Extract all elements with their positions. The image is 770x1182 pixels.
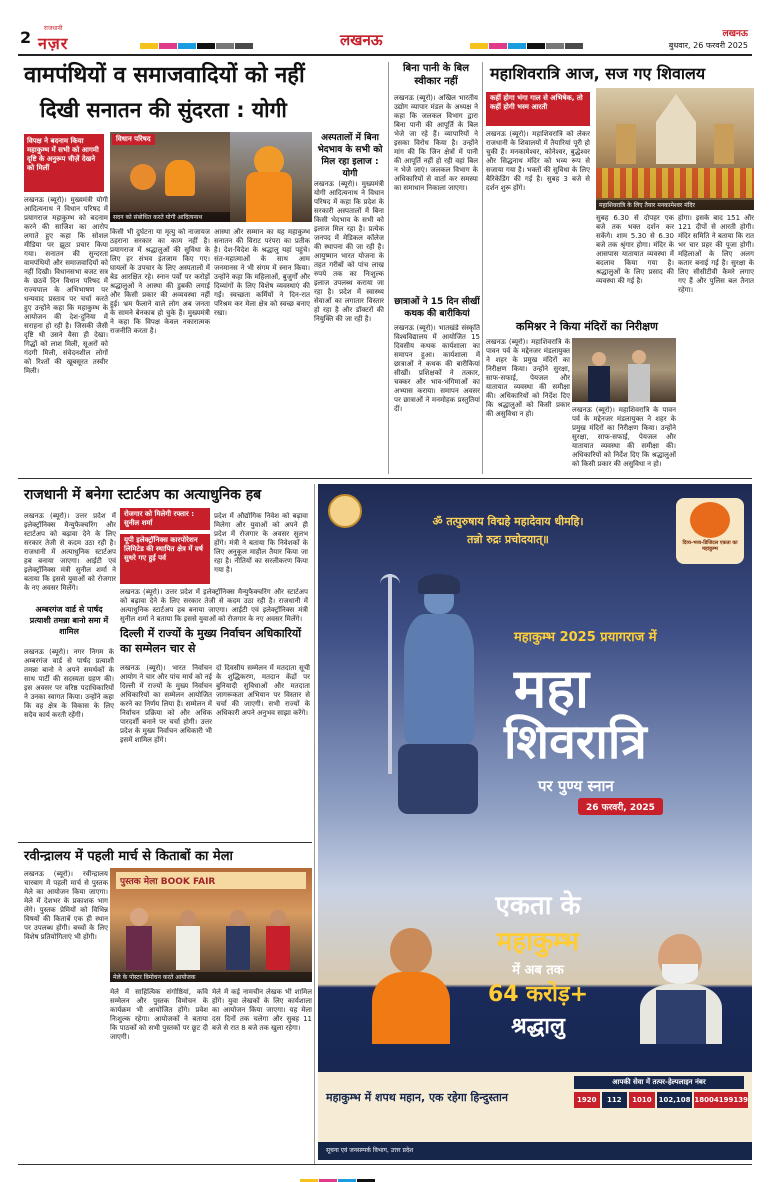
bookfair-body-col2: मेले में साहित्यिक संगोष्ठियां, कवि सम्मेलन और पुस्तक विमोचन के कार्यक्रम भी आयोजित होंगे। प्रवेश निःशुल्क रहेगा। आयोजकों ने बताया कि पाठकों को सभी पुस्तकों पर छूट दी जाएगी। — [110, 988, 208, 1041]
helpline-title: आपकी सेवा में तत्पर-हेल्पलाइन नंबर — [574, 1076, 744, 1089]
delhi-body-col2: दो दिवसीय सम्मेलन में मतदाता सूची के शुद्धिकरण, मतदान केंद्रों पर बुनियादी सुविधाओं और मतदाता जागरूकता अभियान पर विस्तार से चर्चा की जाएगी। सभी राज्यों के अधिकारी अपने अनुभव साझा करेंगे। — [216, 664, 310, 717]
startup-highlight-1-text: रोजगार को मिलेगी रफ्तार : सुनील शर्मा — [124, 510, 195, 527]
helpline-list — [574, 1092, 748, 1108]
lead-highlight-text: विपक्ष ने बदनाम किया महाकुम्भ में सभी को आगमी दृष्टि के अनुरूप चीज़ें देखने को मिलीं — [27, 137, 99, 172]
ad-mantra-2: तन्नो रुद्रः प्रचोदयात्॥ — [467, 533, 549, 546]
up-govt-logo — [328, 494, 362, 528]
lead-headline-1: वामपंथियों व समाजवादियों को नहीं — [24, 63, 305, 88]
ad-social-strip — [318, 1142, 752, 1160]
commissioner-body: लखनऊ (ब्यूरो)। महाशिवरात्रि के पावन पर्व के मद्देनजर मंडलायुक्त ने शहर के प्रमुख मंदिरों का निरीक्षण किया। उन्होंने सुरक्षा, साफ-सफाई, पेयजल और यातायात व्यवस्था की समीक्षा की। अधिकारियों को निर्देश दिए कि श्रद्धालुओं को किसी प्रकार की असुविधा न हो। — [486, 338, 570, 418]
brand-logo — [38, 24, 68, 54]
cm-portrait — [366, 914, 456, 1044]
section-name: लखनऊ — [340, 31, 383, 49]
startup-body-col3: प्रदेश में औद्योगिक निवेश को बढ़ावा मिलेगा और युवाओं को अपने ही प्रदेश में रोजगार के अवसर सुलभ होंगे। मंत्री ने बताया कि निवेशकों के लिए अनुकूल माहौल तैयार किया जा रहा है। नीतियों का सरलीकरण किया गया है। — [214, 512, 308, 574]
kathak-headline: छात्राओं ने 15 दिन सीखीं कथक की बारीकियां — [394, 297, 480, 319]
water-bill-headline: बिना पानी के बिल स्वीकार नहीं — [402, 63, 470, 87]
startup-highlight-2 — [120, 534, 210, 584]
pm-portrait — [636, 924, 726, 1044]
date-line: बुधवार, 26 फरवरी 2025 — [668, 41, 748, 50]
ad-snan: पर पुण्य स्नान — [538, 777, 614, 795]
shivratri-body-col3: होगा। इसके बाद 151 और 121 दीपों से आरती होगी। मंदिर समिति ने बताया कि रात भर चार प्रहर की पूजा होगी। महिलाओं के लिए अलग कतार बनाई गई है। सुरक्षा के लिए सीसीटीवी कैमरे लगाए गए हैं और पुलिस बल तैनात रहेगा। — [678, 214, 754, 294]
ad-maha: महा — [514, 657, 589, 720]
shivratri-body-col1: लखनऊ (ब्यूरो)। महाशिवरात्रि को लेकर राजधानी के शिवालयों में तैयारियां पूरी हो चुकी हैं। मनकामेश्वर, कोनेश्वर, बुद्धेश्वर और सिद्धनाथ मंदिर को भव्य रूप से सजाया गया है। भक्तों की सुविधा के लिए बैरिकेडिंग की गई है। सुबह 3 बजे से दर्शन शुरू होंगे। — [486, 130, 590, 192]
temple-photo — [596, 88, 754, 210]
kathak-body: लखनऊ (ब्यूरो)। भातखंडे संस्कृति विश्वविद्यालय में आयोजित 15 दिवसीय कथक कार्यशाला का समापन हुआ। कार्यशाला में छात्राओं ने कथक की बारीकियां सीखीं। प्रशिक्षकों ने तत्कार, चक्कर और भाव-भंगिमाओं का अभ्यास कराया। समापन अवसर पर छात्राओं ने मनमोहक प्रस्तुतियां दीं। — [394, 324, 480, 413]
shivratri-body-col2: सुबह 6.30 से दोपहर एक बजे तक भक्त दर्शन कर सकेंगे। शाम 5.30 से 6.30 बजे तक श्रृंगार होगा। मंदिर के आसपास यातायात व्यवस्था में बदलाव किया गया है। श्रद्धालुओं के लिए प्रसाद की व्यवस्था की गई है। — [596, 214, 674, 285]
bookfair-headline: रवीन्द्रालय में पहली मार्च से किताबों का मेला — [24, 849, 233, 864]
startup-body-col2: लखनऊ (ब्यूरो)। उत्तर प्रदेश में इलेक्ट्रॉनिक्स मैन्युफैक्चरिंग और स्टार्टअप को बढ़ावा देने के लिए सरकार तेजी से कदम उठा रही है। राजधानी में अत्याधुनिक स्टार्टअप हब बनाया जाएगा। आईटी एवं इलेक्ट्रॉनिक्स मंत्री सुनील शर्मा ने बताया कि इससे युवाओं को रोजगार के नए अवसर मिलेंगे। — [120, 588, 308, 623]
shivratri-highlight — [486, 92, 590, 126]
bottom-color-bar — [300, 1170, 376, 1182]
temple-photo-caption: महाशिवरात्रि के लिए तैयार मनकामेश्वर मंदिर — [596, 200, 754, 210]
commissioner-photo — [572, 338, 676, 402]
startup-highlight-1 — [120, 508, 210, 530]
bookfair-photo — [110, 868, 312, 982]
shivratri-highlight-text: कहीं होगा भंगा गाल से अभिषेक, तो कहीं होगी भस्म आरती — [490, 94, 583, 111]
shiva-figure — [378, 574, 498, 814]
lead-photo — [110, 132, 230, 222]
ad-footer-bar — [318, 1072, 752, 1142]
ad-footer-slogan: महाकुम्भ में शपथ महान, एक रहेगा हिन्दुस्तान — [326, 1091, 508, 1104]
bookfair-body-col3: मेले में कई नामचीन लेखक भी शामिल होंगे। युवा लेखकों के लिए कार्यशाला का आयोजन किया जाएगा। यह मेला दस दिनों तक चलेगा और सुबह 11 बजे से रात 8 बजे तक खुला रहेगा। — [212, 988, 312, 1032]
lead-body-col2: किसी भी दुर्घटना या मृत्यु को नाजायज ठहराना सरकार का काम नहीं है। प्रयागराज में श्रद्धालुओं की सुविधा के लिए हर संभव इंतजाम किए गए। घायलों के उपचार के लिए अस्पतालों में बेड आरक्षित रहे। स्नान पर्वों पर करोड़ों श्रद्धालुओं ने आस्था की डुबकी लगाई और किसी प्रकार की अव्यवस्था नहीं हुई। भ्रम फैलाने वाले लोग अब जनता के सामने बेनकाब हो चुके हैं। मुख्यमंत्री ने कहा कि विपक्ष केवल नकारात्मक राजनीति करता है। — [110, 228, 210, 335]
ad-crore: 64 करोड़+ — [487, 982, 589, 1007]
lead-headline-2: दिखी सनातन की सुंदरता : योगी — [40, 98, 287, 122]
color-swatches — [140, 34, 254, 53]
lead-body-col1: लखनऊ (ब्यूरो)। मुख्यमंत्री योगी आदित्यनाथ ने विधान परिषद में प्रयागराज महाकुम्भ को बदनाम करने की साजिश का आरोप लगाते हुए कहा कि सोशल मीडिया पर झूठा प्रचार किया गया। सनातन की सुन्दरता वामपंथियों और समाजवादियों को नहीं दिखी। विधानसभा बजट सत्र के छठवें दिन विधान परिषद में राज्यपाल के अभिभाषण पर धन्यवाद प्रस्ताव पर चर्चा करते हुए उन्होंने कहा कि महाकुम्भ के आयोजन की देश-दुनिया में सराहना हो रही है। जिसकी जैसी दृष्टि थी उसने वैसा ही देखा। गिद्धों को लाश मिली, सूअरों को गंदगी मिली, संवेदनशील लोगों को रिश्तों की खूबसूरत तस्वीर मिली। — [24, 196, 108, 375]
ad-ekta-1: एकता के — [495, 891, 581, 921]
lead-photo-caption: सदन को संबोधित करते योगी आदित्यनाथ — [110, 212, 230, 222]
hospital-headline: अस्पतालों में बिना भेदभाव के सभी को मिल रहा इलाज : योगी — [317, 133, 383, 179]
startup-body-col1: लखनऊ (ब्यूरो)। उत्तर प्रदेश में इलेक्ट्रॉनिक्स मैन्युफैक्चरिंग और स्टार्टअप को बढ़ावा देने के लिए सरकार तेजी से कदम उठा रही है। राजधानी में अत्याधुनिक स्टार्टअप हब बनाया जाएगा। आईटी एवं इलेक्ट्रॉनिक्स मंत्री सुनील शर्मा ने बताया कि इससे युवाओं को रोजगार के नए अवसर मिलेंगे। — [24, 512, 116, 592]
ad-badge-text: दिव्य-भव्य-डिजिटल एकता का महाकुम्भ — [682, 540, 738, 552]
ad-date: 26 फरवरी, 2025 — [578, 798, 663, 815]
lead-photo-2 — [230, 132, 312, 222]
helpline-1010: 1010 — [629, 1092, 655, 1108]
hospital-body: लखनऊ (ब्यूरो)। मुख्यमंत्री योगी आदित्यनाथ ने विधान परिषद में कहा कि प्रदेश के सरकारी अस्पतालों में बिना किसी भेदभाव के सभी को इलाज मिल रहा है। प्रत्येक जनपद में मेडिकल कॉलेज की स्थापना की जा रही है। आयुष्मान भारत योजना के तहत गरीबों को पांच लाख रुपये तक का निःशुल्क इलाज उपलब्ध कराया जा रहा है। प्रदेश में स्वास्थ्य सेवाओं का लगातार विस्तार हो रहा है और डॉक्टरों की नियुक्ति की जा रही है। — [314, 180, 384, 323]
ad-kumbh-line: महाकुम्भ 2025 प्रयागराज में — [514, 630, 657, 645]
ward-body: लखनऊ (ब्यूरो)। नगर निगम के अम्बरगंज वार्ड से पार्षद प्रत्याशी तमन्ना बानो ने अपने समर्थकों के साथ पार्टी की सदस्यता ग्रहण की। इस अवसर पर वरिष्ठ पदाधिकारियों ने उनका स्वागत किया। उन्होंने कहा कि वह क्षेत्र के विकास के लिए सदैव कार्य करती रहेंगी। — [24, 648, 114, 719]
color-swatches-right — [470, 34, 584, 53]
masthead — [0, 0, 770, 58]
bookfair-photo-caption: मेले के पोस्टर विमोचन करते आयोजक — [110, 972, 312, 982]
page-number: 2 — [20, 28, 32, 47]
lead-highlight — [24, 134, 104, 192]
helpline-toll-free: 18004199139 — [694, 1092, 748, 1108]
delhi-headline: दिल्ली में राज्यों के मुख्य निर्वाचन अधिकारियों का सम्मेलन चार से — [120, 627, 302, 655]
bookfair-body-col1: लखनऊ (ब्यूरो)। रवीन्द्रालय चारबाग में पहली मार्च से पुस्तक मेले का आयोजन किया जाएगा। मेले में देशभर के प्रकाशक भाग लेंगे। पुस्तक प्रेमियों को विभिन्न विषयों की किताबें एक ही स्थान पर उपलब्ध होंगी। बच्चों के लिए विशेष प्रतियोगिताएं भी होंगी। — [24, 870, 108, 941]
commissioner-headline: कमिश्नर ने किया मंदिरों का निरीक्षण — [516, 320, 658, 333]
brand-name: नज़र — [38, 34, 69, 53]
kumbh-advertisement — [318, 484, 752, 1160]
ward-headline: अम्बरगंज वार्ड से पार्षद प्रत्याशी तमन्ना बानो समा में शामिल — [29, 605, 109, 636]
helpline-112: 112 — [602, 1092, 628, 1108]
startup-headline: राजधानी में बनेगा स्टार्टअप का अत्याधुनिक हब — [24, 487, 262, 503]
lead-body-col3: आस्था और सम्मान का यह महाकुम्भ सनातन की विराट परंपरा का प्रतीक है। देश-विदेश के श्रद्धालु यहां पहुंचे। संत-महात्माओं के साथ आम जनमानस ने भी संगम में स्नान किया। उन्होंने कहा कि महिलाओं, बुजुर्गों और दिव्यांगों के लिए विशेष व्यवस्थाएं की गईं। स्वच्छता कर्मियों ने दिन-रात परिश्रम कर मेला क्षेत्र को स्वच्छ बनाए रखा। — [214, 228, 310, 317]
ad-social-dept: सूचना एवं जनसम्पर्क विभाग, उत्तर प्रदेश — [326, 1147, 414, 1154]
brand-tagline: राजधानी — [43, 25, 63, 32]
bookfair-banner: पुस्तक मेला BOOK FAIR — [116, 872, 306, 889]
ad-ekta-3: में अब तक — [512, 963, 564, 978]
startup-highlight-2-text: यूपी इलेक्ट्रॉनिक्स कारपोरेशन लिमिटेड की स्थापित क्षेत्र में वर्ष सुधरे गए हुई पर्व — [124, 536, 203, 562]
lead-photo-tag: विधान परिषद — [112, 134, 155, 145]
water-bill-body: लखनऊ (ब्यूरो)। अखिल भारतीय उद्योग व्यापार मंडल के अध्यक्ष ने कहा कि जलकल विभाग द्वारा बिना पानी की आपूर्ति के बिल भेजे जा रहे हैं। व्यापारियों ने इसका विरोध किया है। उन्होंने मांग की कि जिन क्षेत्रों में पानी की आपूर्ति नहीं हो रही वहां बिल न भेजे जाएं। जलकल विभाग के अधिकारियों से वार्ता कर समस्या का समाधान निकाला जाएगा। — [394, 94, 478, 192]
ad-shraddhalu: श्रद्धालु — [511, 1014, 565, 1039]
delhi-body-col1: लखनऊ (ब्यूरो)। भारत निर्वाचन आयोग ने चार और पांच मार्च को नई दिल्ली में राज्यों के मुख्य निर्वाचन अधिकारियों का सम्मेलन आयोजित करने का निर्णय लिया है। सम्मेलन में निर्वाचन प्रक्रिया को और अधिक पारदर्शी बनाने पर चर्चा होगी। उत्तर प्रदेश के मुख्य निर्वाचन अधिकारी भी इसमें शामिल होंगे। — [120, 664, 212, 744]
helpline-1920: 1920 — [574, 1092, 600, 1108]
ad-mantra-1: ॐ तत्पुरुषाय विद्महे महादेवाय धीमहि। — [432, 515, 584, 528]
ad-ekta-2: महाकुम्भ — [496, 927, 580, 957]
commissioner-body-cont: लखनऊ (ब्यूरो)। महाशिवरात्रि के पावन पर्व के मद्देनजर मंडलायुक्त ने शहर के प्रमुख मंदिरों का निरीक्षण किया। उन्होंने सुरक्षा, साफ-सफाई, पेयजल और यातायात व्यवस्था की समीक्षा की। अधिकारियों को निर्देश दिए कि श्रद्धालुओं को किसी प्रकार की असुविधा न हो। — [572, 406, 676, 468]
shivratri-headline: महाशिवरात्रि आज, सज गए शिवालय — [490, 64, 706, 83]
city-label: लखनऊ — [722, 29, 748, 39]
helpline-102-108: 102,108 — [657, 1092, 693, 1108]
ad-shivratri: शिवरात्रि — [504, 714, 647, 770]
ad-badge — [676, 498, 744, 564]
